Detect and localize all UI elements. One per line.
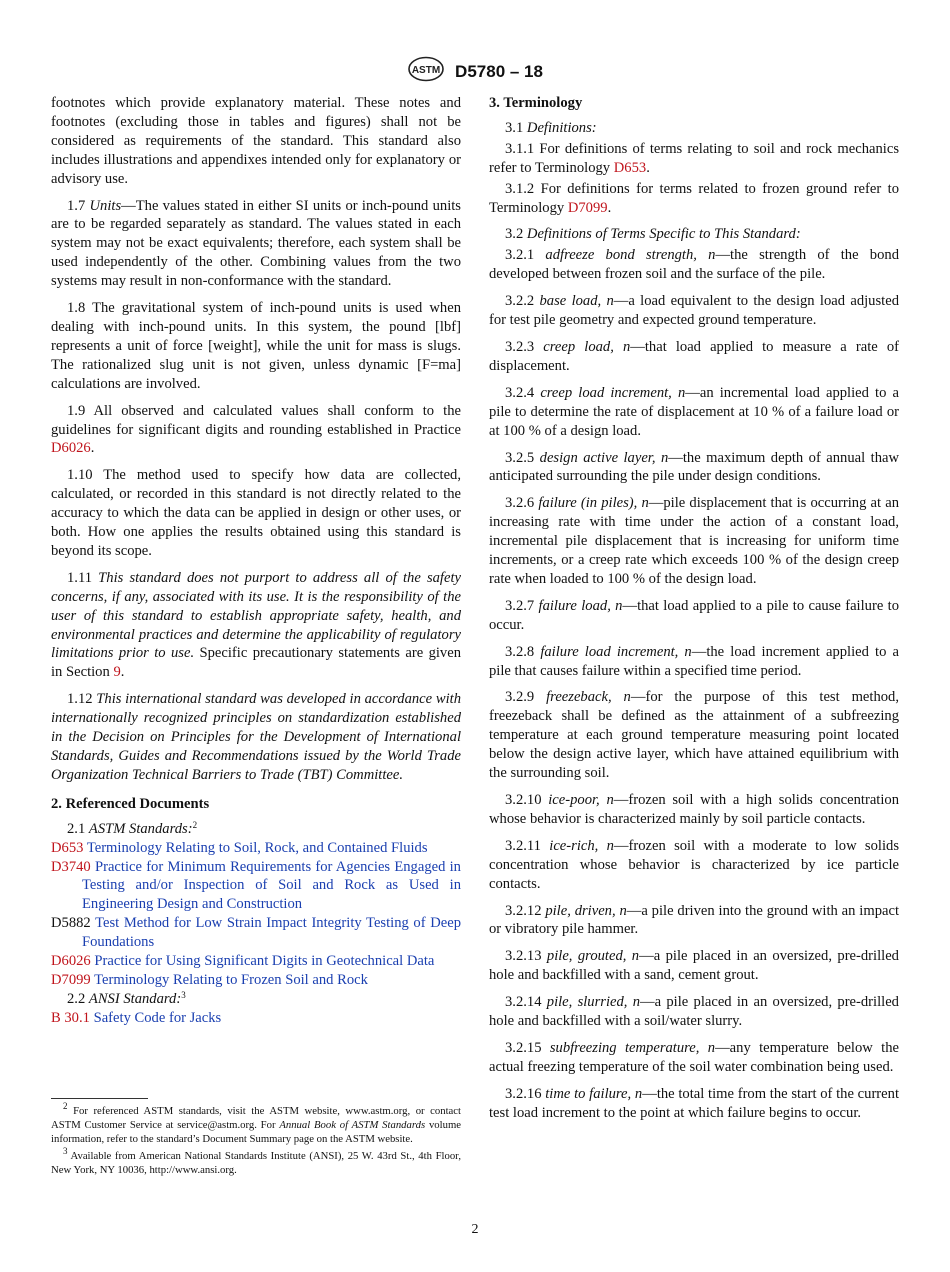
footnote-2: $^2$ For referenced ASTM standards, visit the ASTM website, www.astm.org, or contact ASTM Customer Service at service@astm.org. For Annual Book of ASTM Standards volume information, refer to the standard’s Document Summary page on the ASTM website.	[51, 1101, 462, 1146]
footnote-3: $^3$ Available from American National Standards Institute (ANSI), 25 W. 43rd St., 4th Floor, New York, NY 10036, http://www.ansi.org.	[51, 1145, 461, 1176]
footnote-divider	[51, 1098, 148, 1099]
paragraph-1-10: 1.10 The method used to specify how data are collected, calculated, or recorded in this standard is not directly related to the accuracy to which the data can be applied in design or other uses, or both. How one applies the results obtained using this standard is beyond its scope.	[51, 467, 461, 559]
footnotes	[51, 1101, 462, 1179]
definition-item: 3.2.15 subfreezing temperature, n—any temperature below the actual freezing temperature of the soil water combination being used.	[489, 1039, 900, 1075]
paragraph-1-12: 1.12 This international standard was developed in accordance with internationally recognized principles on standardization established in the Decision on Principles for the Development of International Standards, Guides and Recommendations issued by the World Trade Organization Technical Barriers to Trade (TBT) Committee.	[51, 691, 461, 783]
definition-item: 3.2.6 failure (in piles), n—pile displacement that is occurring at an increasing rate with time under the action of a constant load, incremental pile displacement that is increasing for uniform time increments, or a creep rate which exceeds 100 % of the design creep rate when loaded to 100 % of the design load.	[489, 495, 899, 587]
designation: D5780 – 18	[455, 61, 543, 81]
definition-item: 3.2.10 ice-poor, n—frozen soil with a high solids concentration whose behavior is characterized mainly by soil particle contacts.	[489, 792, 899, 827]
definition-item: 3.2.8 failure load increment, n—the load increment applied to a pile that causes failure within a specified time period.	[489, 643, 899, 679]
paragraph-1-7: 1.7 Units—The values stated in either SI units or inch-pound units are to be regarded separately as standard. The values stated in each system may not be exact equivalents; therefore, each system shall be used independently of the other. Combining values from the two systems may result in non-conformance with the standard.	[51, 197, 461, 290]
paragraph-3-1-2: 3.1.2 For definitions for terms related to frozen ground refer to Terminology D7099.	[489, 180, 899, 216]
definition-item: 3.2.14 pile, slurried, n—a pile placed in an oversized, pre-drilled hole and backfilled with a soil/water slurry.	[489, 994, 899, 1030]
astm-logo-icon	[407, 56, 445, 87]
subsection-3-2: 3.2 Definitions of Terms Specific to This Standard:	[505, 226, 801, 243]
paragraph-1-8: 1.8 The gravitational system of inch-pound units is used when dealing with inch-pound units. In this system, the pound [lbf] represents a unit of force [weight], while the unit for mass is slugs. The rationalized slug unit is not given, unless dynamic [F=ma] calculations are involved.	[51, 300, 461, 392]
definition-item: 3.2.5 design active layer, n—the maximum depth of annual thaw anticipated surrounding the pile under design conditions.	[489, 449, 900, 485]
page-header	[0, 56, 950, 87]
subsection-2-2: 2.2 ANSI Standard:$^3$	[67, 989, 186, 1007]
intro-paragraph: footnotes which provide explanatory material. These notes and footnotes (excluding those in tables and figures) shall not be considered as requirements of the standard. This standard also includes illustrations and appendixes intended only for explanatory or advisory use.	[51, 95, 461, 187]
definition-item: 3.2.16 time to failure, n—the total time from the start of the current test load increment to the point at which failure begins to occur.	[489, 1085, 899, 1121]
ansi-reference-item[interactable]: B 30.1 Safety Code for Jacks	[51, 1009, 222, 1026]
reference-item[interactable]: D3740 Practice for Minimum Requirements for Agencies Engaged in Testing and/or Inspection of Soil and Rock as Used in Engineering Design and Construction	[51, 858, 461, 913]
reference-item[interactable]: D7099 Terminology Relating to Frozen Soil and Rock	[51, 971, 368, 988]
paragraph-1-9: 1.9 All observed and calculated values shall conform to the guidelines for significant digits and rounding established in Practice D6026.	[51, 402, 461, 457]
ref-link-d653[interactable]: D653	[613, 159, 647, 176]
svg-text:ASTM: ASTM	[411, 65, 441, 76]
definition-item: 3.2.12 pile, driven, n—a pile driven into the ground with an impact or vibratory pile hammer.	[489, 902, 899, 938]
ref-link-section-9[interactable]: 9	[113, 664, 121, 681]
definition-item: 3.2.9 freezeback, n—for the purpose of this test method, freezeback shall be defined as the attainment of a subfreezing temperature at each ground temperature measuring point located below the design active layer, which have attained equilibrium with the surrounding soil.	[489, 689, 899, 782]
page-number: 2	[471, 1222, 479, 1237]
section-2-heading: 2. Referenced Documents	[51, 795, 210, 812]
definition-item: 3.2.11 ice-rich, n—frozen soil with a moderate to low solids concentration whose behavior is characterized by ice particle contacts.	[489, 837, 899, 892]
subsection-2-1: 2.1 ASTM Standards:$^2$	[67, 819, 198, 837]
definition-item: 3.2.1 adfreeze bond strength, n—the strength of the bond developed between frozen soil and the surface of the pile.	[489, 247, 899, 283]
section-3-heading: 3. Terminology	[489, 95, 583, 111]
definition-item: 3.2.7 failure load, n—that load applied to a pile to cause failure to occur.	[489, 597, 899, 633]
astm-reference-list	[51, 839, 461, 990]
definition-item: 3.2.13 pile, grouted, n—a pile placed in an oversized, pre-drilled hole and backfilled with a sand, cement grout.	[489, 948, 899, 984]
right-column	[489, 94, 899, 1131]
ref-link-d7099[interactable]: D7099	[567, 199, 608, 216]
definition-item: 3.2.3 creep load, n—that load applied to measure a rate of displacement.	[489, 338, 899, 374]
reference-item[interactable]: D653 Terminology Relating to Soil, Rock, and Contained Fluids	[51, 839, 428, 856]
reference-item[interactable]: D6026 Practice for Using Significant Digits in Geotechnical Data	[51, 953, 435, 970]
subsection-3-1: 3.1 Definitions:	[505, 119, 597, 136]
paragraph-1-11: 1.11 This standard does not purport to address all of the safety concerns, if any, associated with its use. It is the responsibility of the user of this standard to establish appropriate safety, health, and environmental practices and determine the applicability of regulatory limitations prior to use. Specific precautionary statements are given in Section 9.	[51, 569, 461, 681]
paragraph-3-1-1: 3.1.1 For definitions of terms relating to soil and rock mechanics refer to Terminology D653.	[489, 140, 899, 176]
definition-item: 3.2.4 creep load increment, n—an incremental load applied to a pile to determine the rate of displacement at 10 % of a failure load or at 100 % of a design load.	[489, 384, 900, 439]
definitions-list	[489, 246, 899, 1122]
ref-link-d6026[interactable]: D6026	[51, 440, 91, 457]
left-column	[51, 94, 461, 1028]
reference-item[interactable]: D5882 Test Method for Low Strain Impact Integrity Testing of Deep Foundations	[51, 915, 461, 951]
definition-item: 3.2.2 base load, n—a load equivalent to the design load adjusted for test pile geometry and expected ground temperature.	[489, 293, 899, 329]
